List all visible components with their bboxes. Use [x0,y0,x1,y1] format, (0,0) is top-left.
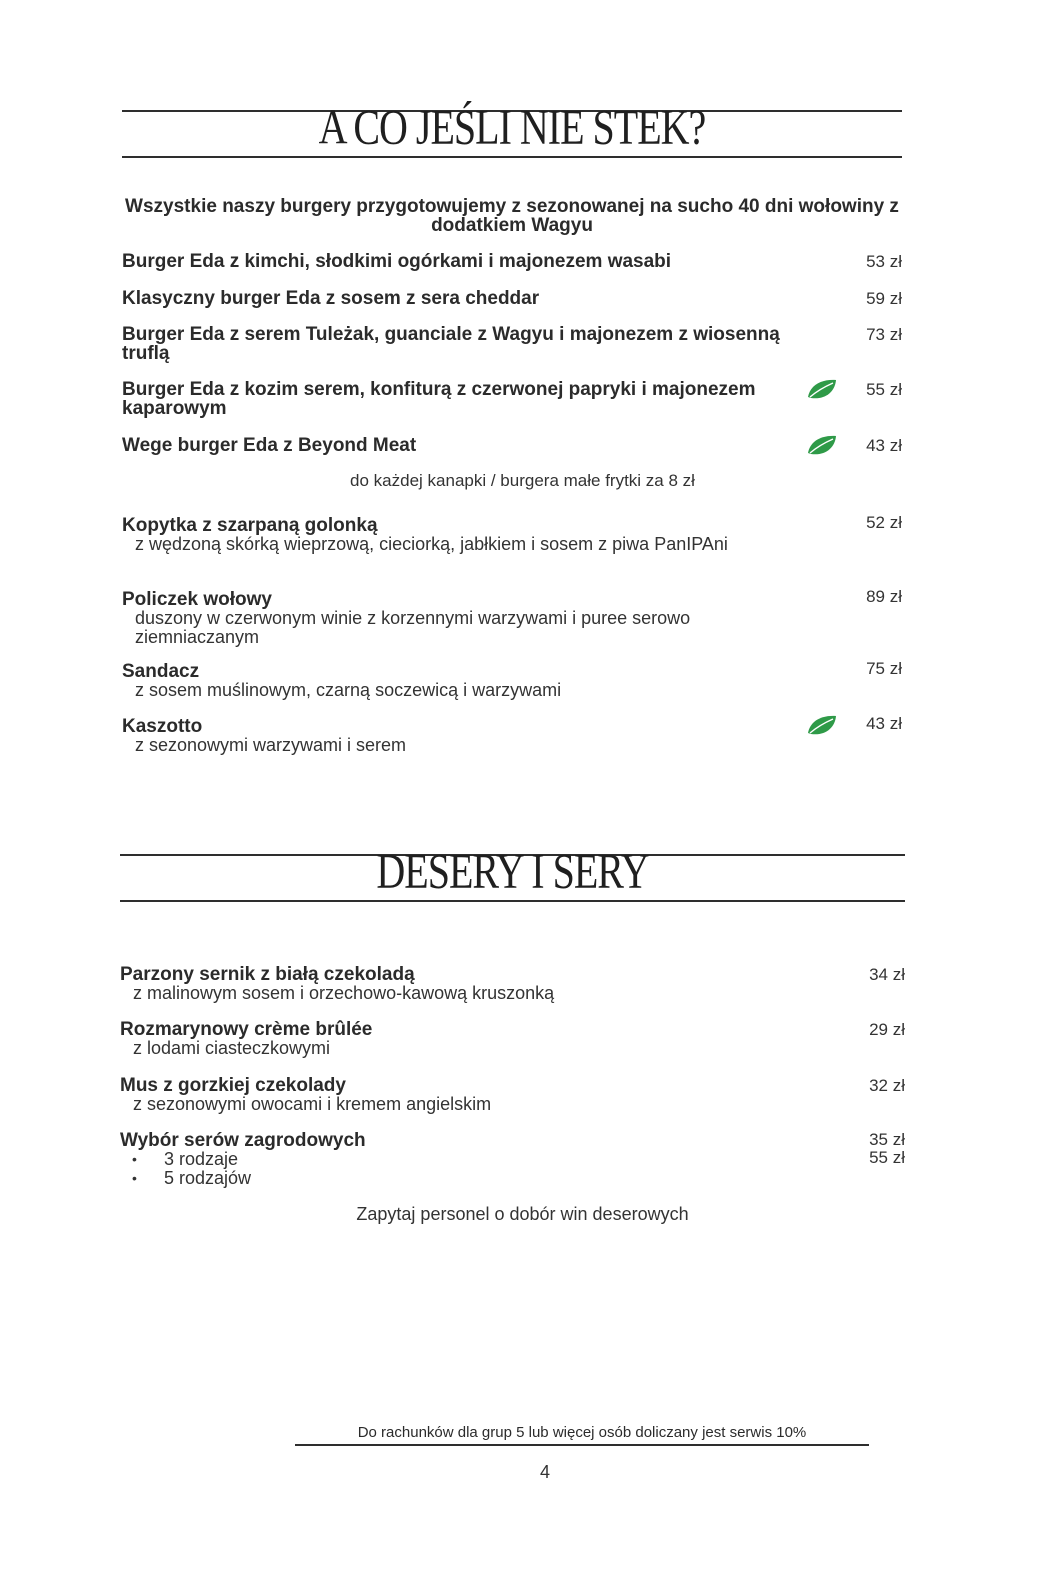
item-description: z sosem muślinowym, czarną soczewicą i warzywami [135,680,562,700]
menu-item [122,252,902,271]
item-name: Kaszotto [122,716,203,737]
bullet-icon: • [132,1151,137,1167]
item-name: Kopytka z szarpaną golonką [122,515,378,536]
item-description: z malinowym sosem i orzechowo-kawową kruszonką [133,983,555,1003]
item-description: z sezonowymi owocami i kremem angielskim [133,1094,492,1114]
menu-item [120,1020,905,1058]
menu-item [122,380,902,418]
menu-item [122,714,902,755]
item-price: 34 zł [869,965,905,984]
cheese-option [132,1169,905,1188]
header-rule-bottom [120,900,905,902]
item-price: 43 zł [866,436,902,455]
item-name: Parzony sernik z białą czekoladą [120,964,415,985]
item-price: 52 zł [866,513,902,532]
menu-item [122,587,902,647]
item-name: Burger Eda z kimchi, słodkimi ogórkami i majonezem wasabi [122,251,672,272]
menu-item [120,965,905,1003]
item-price: 32 zł [869,1076,905,1095]
section-header-desserts [120,842,905,904]
option-price: 35 zł [869,1130,905,1149]
section-header-burgers [122,98,902,160]
option-price: 55 zł [869,1148,905,1167]
menu-item [120,1076,905,1114]
item-name: Policzek wołowy [122,589,272,610]
header-rule-bottom [122,156,902,158]
section-title: A CO JEŚLI NIE STEK? [318,98,706,155]
item-price: 59 zł [866,289,902,308]
item-name: Sandacz [122,661,200,682]
page-number: 4 [539,1462,550,1482]
option-label: 3 rodzaje [164,1149,239,1169]
service-charge-note: Do rachunków dla grup 5 lub więcej osób doliczany jest serwis 10% [295,1424,869,1446]
item-name: Wybór serów zagrodowych [120,1130,366,1151]
leaf-icon [806,433,838,457]
burger-intro: Wszystkie naszy burgery przygotowujemy z sezonowanej na sucho 40 dni wołowiny z dodatkiem Wagyu [125,196,899,236]
bullet-icon: • [132,1170,137,1186]
cheese-option [132,1150,905,1169]
item-price: 29 zł [869,1020,905,1039]
item-price: 55 zł [866,380,902,399]
fries-note: do każdej kanapki / burgera małe frytki za 8 zł [350,471,695,490]
menu-item [120,1131,905,1188]
item-name: Rozmarynowy crème brûlée [120,1019,373,1040]
cheese-options [120,1150,905,1188]
menu-item [122,289,902,308]
item-description: z lodami ciasteczkowymi [133,1038,331,1058]
leaf-icon [806,713,838,737]
menu-item [122,325,902,363]
item-price: 53 zł [866,252,902,271]
item-price: 73 zł [866,325,902,344]
menu-item [122,659,902,700]
item-name: Burger Eda z serem Tuleżak, guanciale z Wagyu i majonezem z wiosenną truflą [122,324,780,364]
item-price: 89 zł [866,587,902,606]
item-name: Klasyczny burger Eda z sosem z sera cheddar [122,288,540,309]
section-title: DESERY I SERY [376,842,649,899]
leaf-icon [806,377,838,401]
item-description: z wędzoną skórką wieprzową, cieciorką, jabłkiem i sosem z piwa PanIPAni [135,534,728,554]
item-price: 75 zł [866,659,902,678]
item-price [869,1131,905,1167]
menu-item [122,436,902,455]
item-description: z sezonowymi warzywami i serem [135,735,407,755]
item-name: Burger Eda z kozim serem, konfiturą z czerwonej papryki i majonezem kaparowym [122,379,756,419]
wine-note: Zapytaj personel o dobór win deserowych [356,1204,689,1224]
item-name: Mus z gorzkiej czekolady [120,1075,346,1096]
menu-item [122,513,902,554]
option-label: 5 rodzajów [164,1168,252,1188]
item-description: duszony w czerwonym winie z korzennymi warzywami i puree serowo ziemniaczanym [135,608,691,647]
item-price: 43 zł [866,714,902,733]
item-name: Wege burger Eda z Beyond Meat [122,435,417,456]
